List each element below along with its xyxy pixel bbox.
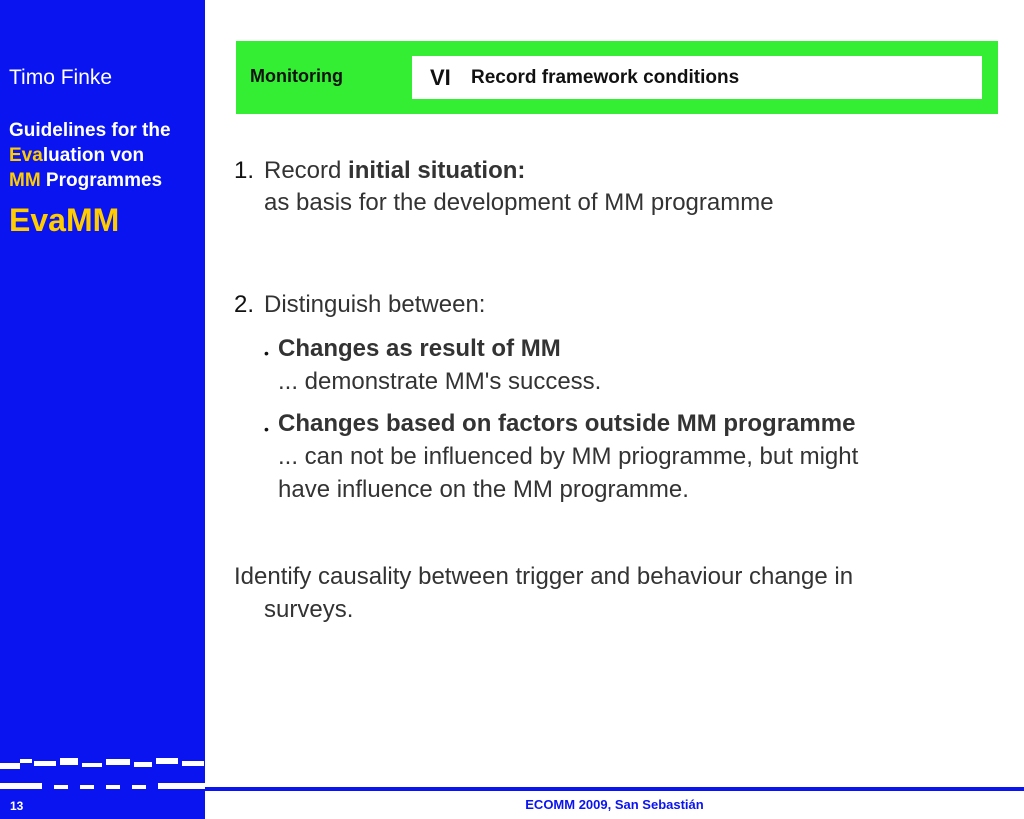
- item1-bold: initial situation:: [348, 157, 526, 184]
- author-name: Timo Finke: [9, 66, 113, 89]
- guidelines-part2: luation von: [42, 145, 145, 166]
- bullet-dot: •: [264, 345, 269, 361]
- brand-evamm: EvaMM: [9, 202, 120, 238]
- item2-number: 2.: [234, 291, 255, 318]
- bullet2-title: Changes based on factors outside MM programme: [278, 410, 856, 437]
- slide-title: Record framework conditions: [471, 67, 740, 88]
- guidelines-part3: Programmes: [40, 170, 163, 191]
- item1-prefix: Record: [264, 157, 349, 184]
- page-number: 13: [10, 799, 24, 813]
- bullet2-detail-line1: ... can not be influenced by MM priogramme, but might: [278, 443, 859, 470]
- footer-text: ECOMM 2009, San Sebastián: [525, 797, 704, 812]
- bullet-dot: •: [264, 421, 269, 437]
- bullet1-title: Changes as result of MM: [278, 335, 561, 362]
- guidelines-mm: MM: [9, 170, 41, 191]
- item2-text: Distinguish between:: [264, 291, 486, 318]
- guidelines-part1: Guidelines for the: [9, 120, 171, 141]
- item1-detail: as basis for the development of MM programme: [264, 189, 774, 216]
- section-number: VI: [430, 65, 451, 90]
- bullet1-detail: ... demonstrate MM's success.: [278, 368, 602, 395]
- section-label: Monitoring: [250, 66, 343, 86]
- item1-heading: [264, 157, 525, 185]
- bullet2-detail-line2: have influence on the MM programme.: [278, 476, 689, 503]
- closing-line1: Identify causality between trigger and behaviour change in: [234, 563, 854, 590]
- item1-number: 1.: [234, 157, 255, 184]
- guidelines-eva: Eva: [9, 145, 43, 166]
- closing-line2: surveys.: [264, 596, 354, 623]
